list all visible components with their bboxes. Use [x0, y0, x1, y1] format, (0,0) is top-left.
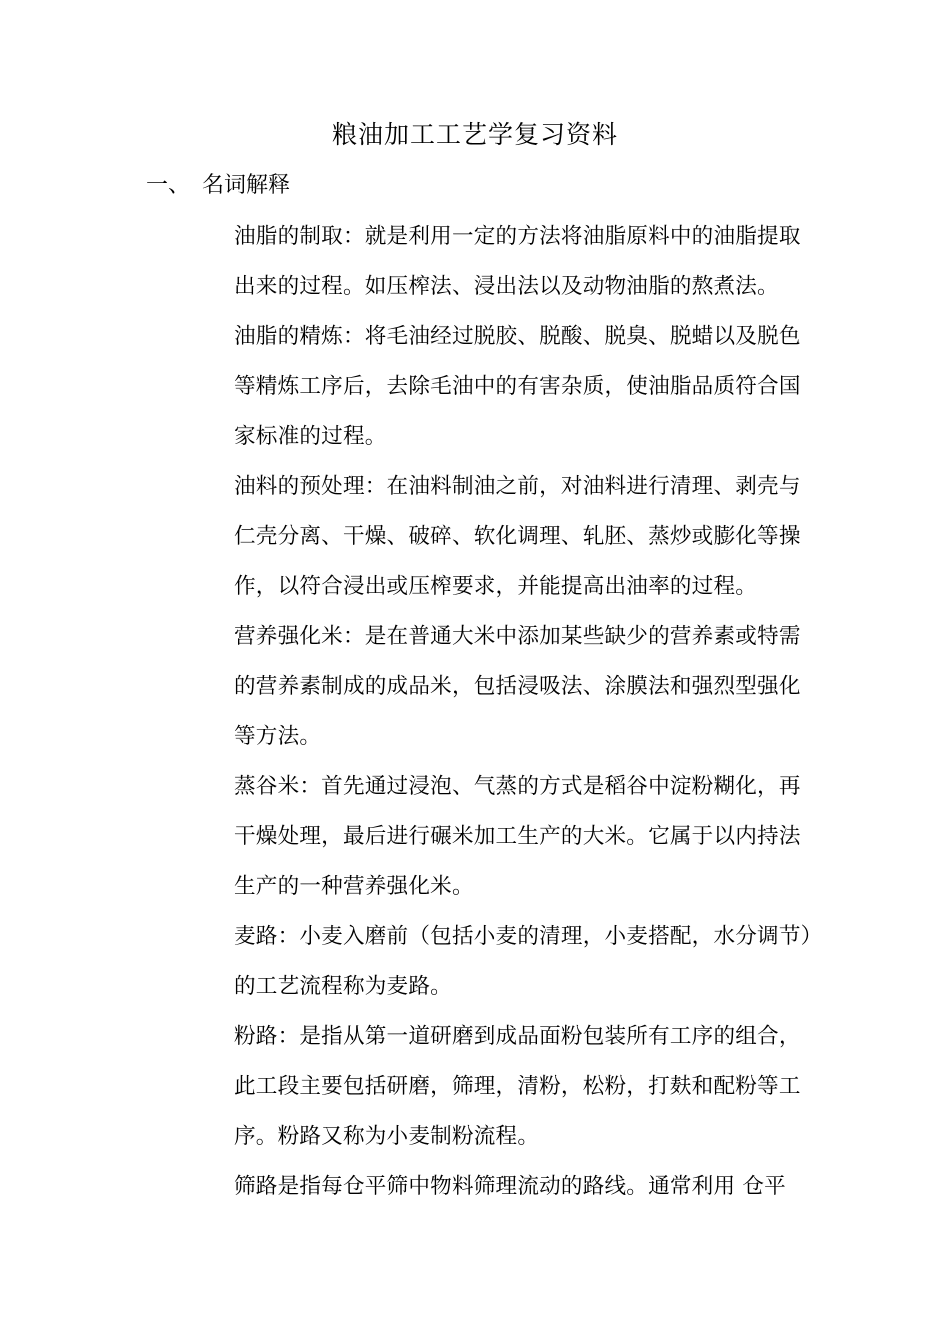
text-line: 出来的过程。如压榨法、浸出法以及动物油脂的熬煮法。	[234, 274, 779, 299]
text-line: 粉路：是指从第一道研磨到成品面粉包装所有工序的组合，	[234, 1024, 801, 1049]
section-title: 名词解释	[202, 173, 291, 198]
definitions-body	[234, 212, 823, 1212]
text-line: 仁壳分离、干燥、破碎、软化调理、轧胚、蒸炒或膨化等操	[234, 524, 801, 549]
text-line: 此工段主要包括研磨，筛理，清粉，松粉，打麸和配粉等工	[234, 1074, 801, 1099]
text-line: 序。粉路又称为小麦制粉流程。	[234, 1124, 540, 1149]
text-line: 家标准的过程。	[234, 424, 387, 449]
text-line: 的工艺流程称为麦路。	[234, 974, 452, 999]
text-line: 麦路：小麦入磨前（包括小麦的清理，小麦搭配，水分调节）	[234, 924, 823, 949]
section-heading	[146, 168, 290, 204]
text-line: 油脂的精炼：将毛油经过脱胶、脱酸、脱臭、脱蜡以及脱色	[234, 324, 801, 349]
text-line: 营养强化米：是在普通大米中添加某些缺少的营养素或特需	[234, 624, 801, 649]
text-line: 等精炼工序后，去除毛油中的有害杂质，使油脂品质符合国	[234, 374, 801, 399]
text-line: 油脂的制取：就是利用一定的方法将油脂原料中的油脂提取	[234, 224, 801, 249]
text-line: 的营养素制成的成品米，包括浸吸法、涂膜法和强烈型强化	[234, 674, 801, 699]
section-number: 一、	[146, 173, 191, 198]
text-line: 蒸谷米：首先通过浸泡、气蒸的方式是稻谷中淀粉糊化，再	[234, 774, 801, 799]
text-line: 等方法。	[234, 724, 322, 749]
text-line: 生产的一种营养强化米。	[234, 874, 474, 899]
text-line: 干燥处理，最后进行碾米加工生产的大米。它属于以内持法	[234, 824, 801, 849]
document-title: 粮油加工工艺学复习资料	[331, 120, 618, 149]
text-line: 筛路是指每仓平筛中物料筛理流动的路线。通常利用 仓平	[234, 1174, 786, 1199]
text-line: 作，以符合浸出或压榨要求，并能提高出油率的过程。	[234, 574, 758, 599]
text-line: 油料的预处理：在油料制油之前，对油料进行清理、剥壳与	[234, 474, 801, 499]
